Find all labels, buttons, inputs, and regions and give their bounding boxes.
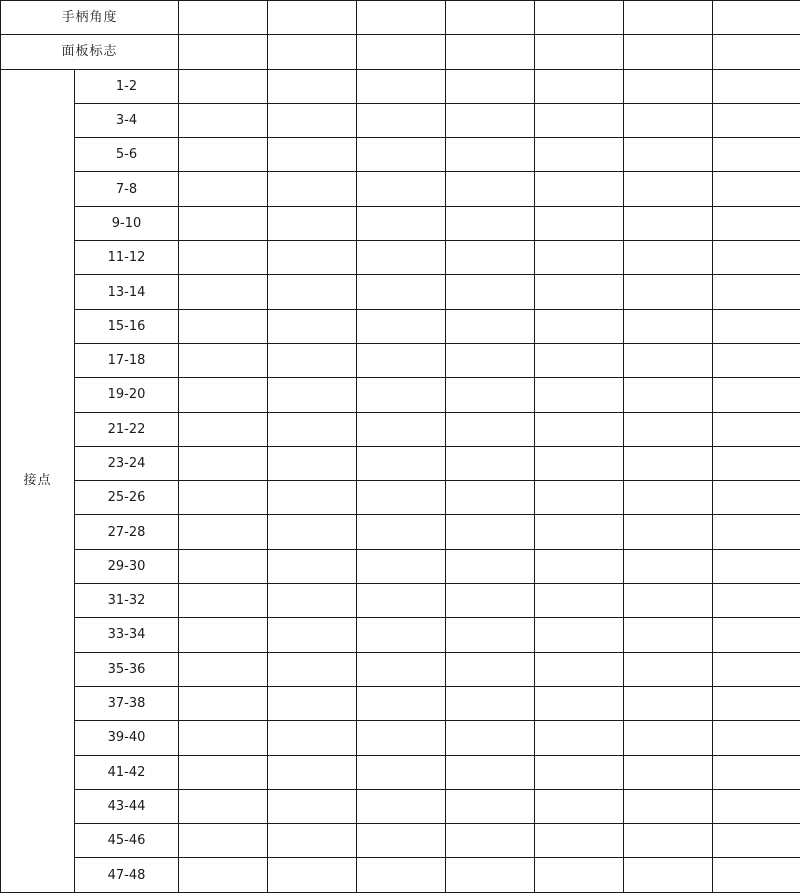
value-cell[interactable] bbox=[446, 515, 535, 549]
value-cell[interactable] bbox=[268, 309, 357, 343]
value-cell[interactable] bbox=[179, 206, 268, 240]
value-cell[interactable] bbox=[357, 858, 446, 893]
value-cell[interactable] bbox=[357, 584, 446, 618]
contact-row bbox=[1, 755, 800, 789]
value-cell[interactable] bbox=[624, 241, 713, 275]
value-cell[interactable] bbox=[535, 515, 624, 549]
value-cell[interactable] bbox=[535, 172, 624, 206]
contact-row bbox=[1, 241, 800, 275]
value-cell[interactable] bbox=[268, 412, 357, 446]
value-cell[interactable] bbox=[179, 138, 268, 172]
value-cell[interactable] bbox=[357, 755, 446, 789]
value-cell[interactable] bbox=[624, 618, 713, 652]
value-cell[interactable] bbox=[535, 378, 624, 412]
value-cell[interactable] bbox=[268, 241, 357, 275]
contact-pair-label: 37-38 bbox=[75, 686, 179, 720]
value-cell[interactable] bbox=[446, 584, 535, 618]
value-cell[interactable] bbox=[268, 515, 357, 549]
value-cell[interactable] bbox=[446, 686, 535, 720]
value-cell[interactable] bbox=[713, 858, 800, 893]
contact-row bbox=[1, 584, 800, 618]
value-cell[interactable] bbox=[446, 35, 535, 69]
value-cell[interactable] bbox=[357, 652, 446, 686]
value-cell[interactable] bbox=[624, 824, 713, 858]
value-cell[interactable] bbox=[357, 1, 446, 35]
value-cell[interactable] bbox=[179, 378, 268, 412]
value-cell[interactable] bbox=[446, 549, 535, 583]
contact-row bbox=[1, 138, 800, 172]
value-cell[interactable] bbox=[535, 584, 624, 618]
value-cell[interactable] bbox=[713, 206, 800, 240]
value-cell[interactable] bbox=[446, 789, 535, 823]
value-cell[interactable] bbox=[357, 481, 446, 515]
value-cell[interactable] bbox=[535, 686, 624, 720]
value-cell[interactable] bbox=[535, 549, 624, 583]
value-cell[interactable] bbox=[713, 789, 800, 823]
value-cell[interactable] bbox=[179, 412, 268, 446]
value-cell[interactable] bbox=[268, 275, 357, 309]
value-cell[interactable] bbox=[179, 824, 268, 858]
value-cell[interactable] bbox=[713, 378, 800, 412]
contact-row bbox=[1, 275, 800, 309]
value-cell[interactable] bbox=[713, 824, 800, 858]
value-cell[interactable] bbox=[535, 1, 624, 35]
value-cell[interactable] bbox=[268, 343, 357, 377]
value-cell[interactable] bbox=[713, 35, 800, 69]
value-cell[interactable] bbox=[357, 138, 446, 172]
value-cell[interactable] bbox=[357, 69, 446, 103]
contact-pair-label: 29-30 bbox=[75, 549, 179, 583]
value-cell[interactable] bbox=[268, 446, 357, 480]
value-cell[interactable] bbox=[446, 103, 535, 137]
value-cell[interactable] bbox=[357, 103, 446, 137]
value-cell[interactable] bbox=[357, 378, 446, 412]
value-cell[interactable] bbox=[268, 652, 357, 686]
value-cell[interactable] bbox=[357, 515, 446, 549]
value-cell[interactable] bbox=[713, 241, 800, 275]
value-cell[interactable] bbox=[446, 69, 535, 103]
value-cell[interactable] bbox=[713, 549, 800, 583]
value-cell[interactable] bbox=[713, 309, 800, 343]
value-cell[interactable] bbox=[446, 206, 535, 240]
value-cell[interactable] bbox=[624, 549, 713, 583]
value-cell[interactable] bbox=[268, 138, 357, 172]
contact-pair-label: 47-48 bbox=[75, 858, 179, 893]
value-cell[interactable] bbox=[268, 35, 357, 69]
value-cell[interactable] bbox=[179, 69, 268, 103]
contact-pair-label: 31-32 bbox=[75, 584, 179, 618]
contact-row bbox=[1, 686, 800, 720]
value-cell[interactable] bbox=[713, 584, 800, 618]
contacts-group-label: 接点 bbox=[1, 69, 75, 892]
value-cell[interactable] bbox=[446, 275, 535, 309]
value-cell[interactable] bbox=[624, 69, 713, 103]
value-cell[interactable] bbox=[624, 1, 713, 35]
contact-pair-label: 21-22 bbox=[75, 412, 179, 446]
value-cell[interactable] bbox=[446, 1, 535, 35]
value-cell[interactable] bbox=[179, 618, 268, 652]
contact-row bbox=[1, 206, 800, 240]
contact-row bbox=[1, 618, 800, 652]
value-cell[interactable] bbox=[446, 172, 535, 206]
value-cell[interactable] bbox=[446, 378, 535, 412]
value-cell[interactable] bbox=[535, 69, 624, 103]
value-cell[interactable] bbox=[624, 755, 713, 789]
value-cell[interactable] bbox=[624, 652, 713, 686]
value-cell[interactable] bbox=[713, 343, 800, 377]
value-cell[interactable] bbox=[357, 172, 446, 206]
value-cell[interactable] bbox=[446, 138, 535, 172]
value-cell[interactable] bbox=[535, 103, 624, 137]
value-cell[interactable] bbox=[535, 309, 624, 343]
contact-row bbox=[1, 343, 800, 377]
value-cell[interactable] bbox=[624, 343, 713, 377]
value-cell[interactable] bbox=[713, 652, 800, 686]
value-cell[interactable] bbox=[268, 618, 357, 652]
contact-pair-label: 23-24 bbox=[75, 446, 179, 480]
contact-row bbox=[1, 481, 800, 515]
value-cell[interactable] bbox=[535, 343, 624, 377]
value-cell[interactable] bbox=[357, 343, 446, 377]
value-cell[interactable] bbox=[624, 721, 713, 755]
value-cell[interactable] bbox=[713, 103, 800, 137]
value-cell[interactable] bbox=[713, 446, 800, 480]
value-cell[interactable] bbox=[713, 686, 800, 720]
handle-angle-row bbox=[1, 1, 800, 35]
contact-pair-label: 3-4 bbox=[75, 103, 179, 137]
value-cell[interactable] bbox=[446, 652, 535, 686]
value-cell[interactable] bbox=[357, 824, 446, 858]
contact-pair-label: 15-16 bbox=[75, 309, 179, 343]
value-cell[interactable] bbox=[357, 686, 446, 720]
value-cell[interactable] bbox=[535, 241, 624, 275]
value-cell[interactable] bbox=[713, 69, 800, 103]
value-cell[interactable] bbox=[268, 721, 357, 755]
value-cell[interactable] bbox=[535, 618, 624, 652]
value-cell[interactable] bbox=[179, 858, 268, 893]
value-cell[interactable] bbox=[535, 481, 624, 515]
value-cell[interactable] bbox=[268, 1, 357, 35]
value-cell[interactable] bbox=[446, 309, 535, 343]
handle-angle-label: 手柄角度 bbox=[1, 1, 179, 35]
value-cell[interactable] bbox=[713, 481, 800, 515]
value-cell[interactable] bbox=[179, 172, 268, 206]
value-cell[interactable] bbox=[179, 275, 268, 309]
value-cell[interactable] bbox=[446, 824, 535, 858]
value-cell[interactable] bbox=[446, 858, 535, 893]
value-cell[interactable] bbox=[446, 755, 535, 789]
contact-pair-label: 33-34 bbox=[75, 618, 179, 652]
value-cell[interactable] bbox=[179, 755, 268, 789]
contact-pair-label: 9-10 bbox=[75, 206, 179, 240]
contact-row bbox=[1, 172, 800, 206]
value-cell[interactable] bbox=[624, 103, 713, 137]
value-cell[interactable] bbox=[268, 584, 357, 618]
value-cell[interactable] bbox=[179, 584, 268, 618]
value-cell[interactable] bbox=[268, 686, 357, 720]
value-cell[interactable] bbox=[357, 721, 446, 755]
contact-pair-label: 11-12 bbox=[75, 241, 179, 275]
value-cell[interactable] bbox=[624, 275, 713, 309]
contact-pair-label: 43-44 bbox=[75, 789, 179, 823]
value-cell[interactable] bbox=[268, 755, 357, 789]
value-cell[interactable] bbox=[179, 103, 268, 137]
value-cell[interactable] bbox=[713, 275, 800, 309]
contact-pair-label: 35-36 bbox=[75, 652, 179, 686]
contact-row bbox=[1, 309, 800, 343]
value-cell[interactable] bbox=[713, 515, 800, 549]
contact-row bbox=[1, 446, 800, 480]
contact-row bbox=[1, 378, 800, 412]
value-cell[interactable] bbox=[357, 446, 446, 480]
contact-pair-label: 27-28 bbox=[75, 515, 179, 549]
value-cell[interactable] bbox=[179, 343, 268, 377]
value-cell[interactable] bbox=[357, 275, 446, 309]
value-cell[interactable] bbox=[446, 241, 535, 275]
value-cell[interactable] bbox=[535, 789, 624, 823]
value-cell[interactable] bbox=[713, 721, 800, 755]
value-cell[interactable] bbox=[179, 515, 268, 549]
contact-pair-label: 25-26 bbox=[75, 481, 179, 515]
value-cell[interactable] bbox=[357, 206, 446, 240]
value-cell[interactable] bbox=[268, 103, 357, 137]
value-cell[interactable] bbox=[624, 309, 713, 343]
value-cell[interactable] bbox=[713, 172, 800, 206]
value-cell[interactable] bbox=[446, 618, 535, 652]
value-cell[interactable] bbox=[624, 378, 713, 412]
value-cell[interactable] bbox=[713, 412, 800, 446]
value-cell[interactable] bbox=[535, 206, 624, 240]
value-cell[interactable] bbox=[268, 69, 357, 103]
panel-mark-label: 面板标志 bbox=[1, 35, 179, 69]
contact-pair-label: 17-18 bbox=[75, 343, 179, 377]
value-cell[interactable] bbox=[535, 858, 624, 893]
value-cell[interactable] bbox=[179, 35, 268, 69]
contact-row bbox=[1, 515, 800, 549]
value-cell[interactable] bbox=[357, 618, 446, 652]
value-cell[interactable] bbox=[357, 789, 446, 823]
value-cell[interactable] bbox=[268, 481, 357, 515]
value-cell[interactable] bbox=[179, 446, 268, 480]
value-cell[interactable] bbox=[446, 446, 535, 480]
value-cell[interactable] bbox=[179, 549, 268, 583]
contact-row bbox=[1, 824, 800, 858]
value-cell[interactable] bbox=[268, 378, 357, 412]
value-cell[interactable] bbox=[535, 138, 624, 172]
value-cell[interactable] bbox=[535, 824, 624, 858]
value-cell[interactable] bbox=[713, 138, 800, 172]
value-cell[interactable] bbox=[268, 172, 357, 206]
value-cell[interactable] bbox=[624, 35, 713, 69]
value-cell[interactable] bbox=[535, 35, 624, 69]
contact-row bbox=[1, 721, 800, 755]
value-cell[interactable] bbox=[446, 721, 535, 755]
value-cell[interactable] bbox=[179, 481, 268, 515]
value-cell[interactable] bbox=[179, 721, 268, 755]
contact-row bbox=[1, 103, 800, 137]
value-cell[interactable] bbox=[624, 584, 713, 618]
value-cell[interactable] bbox=[535, 755, 624, 789]
contact-pair-label: 41-42 bbox=[75, 755, 179, 789]
value-cell[interactable] bbox=[624, 481, 713, 515]
value-cell[interactable] bbox=[357, 549, 446, 583]
value-cell[interactable] bbox=[535, 721, 624, 755]
contact-row bbox=[1, 549, 800, 583]
contact-pair-label: 39-40 bbox=[75, 721, 179, 755]
value-cell[interactable] bbox=[268, 549, 357, 583]
contact-row bbox=[1, 69, 800, 103]
contact-row bbox=[1, 412, 800, 446]
value-cell[interactable] bbox=[713, 618, 800, 652]
value-cell[interactable] bbox=[179, 309, 268, 343]
contact-pair-label: 7-8 bbox=[75, 172, 179, 206]
value-cell[interactable] bbox=[713, 1, 800, 35]
value-cell[interactable] bbox=[624, 412, 713, 446]
value-cell[interactable] bbox=[179, 789, 268, 823]
contact-row bbox=[1, 652, 800, 686]
value-cell[interactable] bbox=[179, 241, 268, 275]
panel-mark-row bbox=[1, 35, 800, 69]
value-cell[interactable] bbox=[713, 755, 800, 789]
value-cell[interactable] bbox=[268, 858, 357, 893]
value-cell[interactable] bbox=[624, 206, 713, 240]
value-cell[interactable] bbox=[179, 686, 268, 720]
value-cell[interactable] bbox=[624, 789, 713, 823]
value-cell[interactable] bbox=[535, 652, 624, 686]
value-cell[interactable] bbox=[535, 446, 624, 480]
value-cell[interactable] bbox=[624, 858, 713, 893]
value-cell[interactable] bbox=[624, 446, 713, 480]
value-cell[interactable] bbox=[624, 172, 713, 206]
value-cell[interactable] bbox=[179, 652, 268, 686]
value-cell[interactable] bbox=[357, 412, 446, 446]
contact-pair-label: 5-6 bbox=[75, 138, 179, 172]
value-cell[interactable] bbox=[446, 481, 535, 515]
contact-pair-label: 1-2 bbox=[75, 69, 179, 103]
value-cell[interactable] bbox=[624, 686, 713, 720]
value-cell[interactable] bbox=[446, 343, 535, 377]
contact-pair-label: 19-20 bbox=[75, 378, 179, 412]
value-cell[interactable] bbox=[624, 138, 713, 172]
value-cell[interactable] bbox=[446, 412, 535, 446]
value-cell[interactable] bbox=[624, 515, 713, 549]
value-cell[interactable] bbox=[357, 241, 446, 275]
value-cell[interactable] bbox=[268, 206, 357, 240]
contact-row bbox=[1, 789, 800, 823]
value-cell[interactable] bbox=[535, 275, 624, 309]
contact-pair-label: 45-46 bbox=[75, 824, 179, 858]
value-cell[interactable] bbox=[357, 309, 446, 343]
value-cell[interactable] bbox=[268, 789, 357, 823]
value-cell[interactable] bbox=[179, 1, 268, 35]
contact-row bbox=[1, 858, 800, 893]
value-cell[interactable] bbox=[268, 824, 357, 858]
contact-pair-label: 13-14 bbox=[75, 275, 179, 309]
value-cell[interactable] bbox=[357, 35, 446, 69]
value-cell[interactable] bbox=[535, 412, 624, 446]
